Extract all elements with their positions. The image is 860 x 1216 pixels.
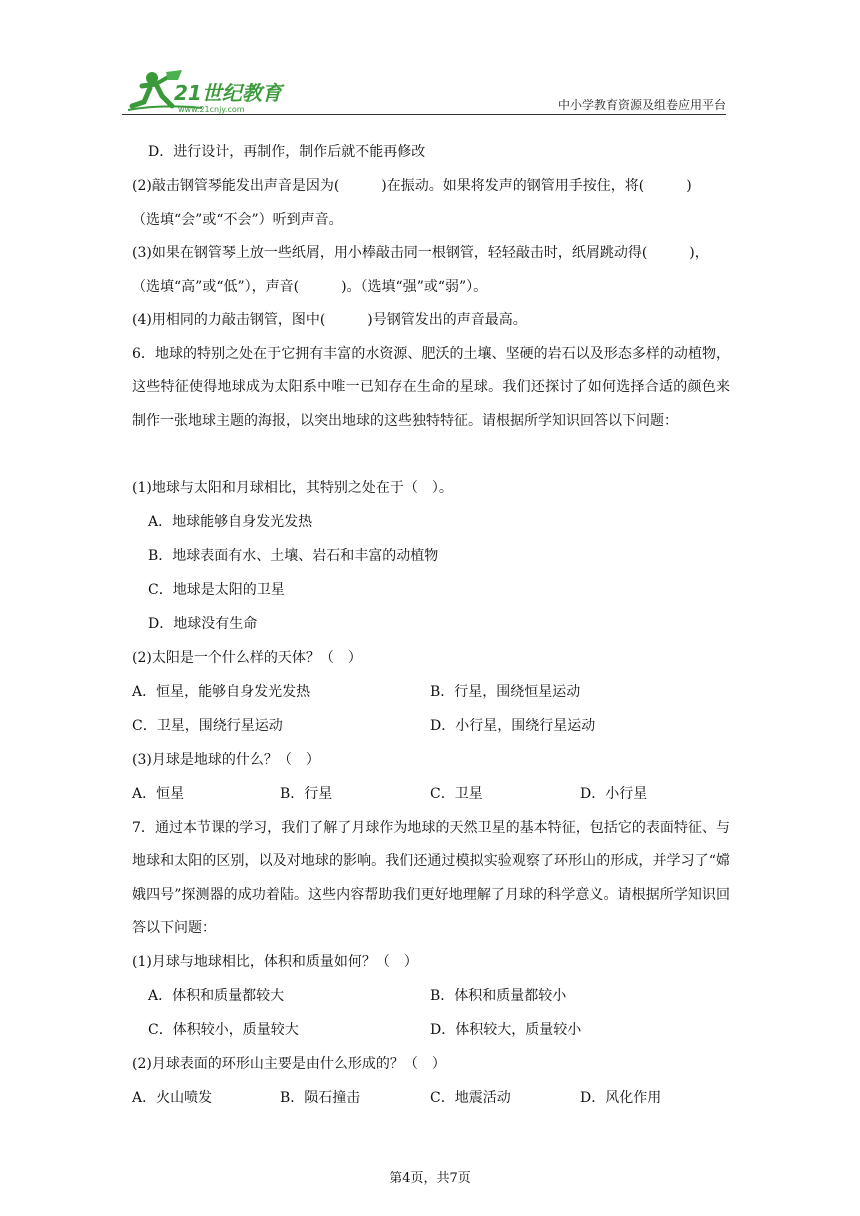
platform-name: 中小学教育资源及组卷应用平台 — [557, 98, 726, 112]
q6-sub1-option-b: B．地球表面有水、土壤、岩石和丰富的动植物 — [148, 548, 439, 564]
q5-sub3-line1: (3)如果在钢管琴上放一些纸屑，用小棒敲击同一根钢管，轻轻敲击时，纸屑跳动得( )， — [132, 245, 709, 261]
q6-sub2-option-a: A．恒星，能够自身发光发热 — [132, 684, 311, 700]
svg-text:21世纪教育: 21世纪教育 — [174, 81, 282, 105]
page-number: 第4页，共7页 — [389, 1171, 471, 1186]
q5-option-d: D．进行设计，再制作，制作后就不能再修改 — [148, 144, 426, 160]
svg-text:www.21cnjy.com: www.21cnjy.com — [178, 105, 245, 114]
q7-sub1: (1)月球与地球相比，体积和质量如何？（ ） — [132, 954, 418, 970]
q7-sub1-option-c: C．体积较小，质量较大 — [148, 1022, 299, 1038]
q7-sub2-option-d: D．风化作用 — [580, 1090, 662, 1106]
q6-sub3-option-d: D．小行星 — [580, 786, 648, 802]
q7-sub1-option-b: B．体积和质量都较小 — [430, 988, 567, 1004]
q7-sub2-option-a: A．火山喷发 — [132, 1090, 213, 1106]
q6-sub3: (3)月球是地球的什么？（ ） — [132, 752, 320, 768]
q6-sub2: (2)太阳是一个什么样的天体？（ ） — [132, 650, 362, 666]
q6-sub2-option-d: D．小行星，围绕行星运动 — [430, 718, 596, 734]
q6-sub1-option-c: C．地球是太阳的卫星 — [148, 582, 285, 598]
q7-sub2-option-c: C．地震活动 — [430, 1090, 511, 1106]
q6-sub2-option-b: B．行星，围绕恒星运动 — [430, 684, 581, 700]
q7-sub1-option-a: A．体积和质量都较大 — [148, 988, 285, 1004]
q6-stem: 6．地球的特别之处在于它拥有丰富的水资源、肥沃的土壤、坚硬的岩石以及形态多样的动植物，这些特征使得地球成为太阳系中唯一已知存在生命的星球。我们还探讨了如何选择合适的颜色来制作一张地球主题的海报，以突出地球的这些独特特征。请根据所学知识回答以下问题： — [132, 346, 730, 429]
q7-sub2: (2)月球表面的环形山主要是由什么形成的？（ ） — [132, 1056, 446, 1072]
page-header — [122, 66, 726, 116]
q7-sub1-option-d: D．体积较大，质量较小 — [430, 1022, 582, 1038]
q5-sub4: (4)用相同的力敲击钢管，图中( )号钢管发出的声音最高。 — [132, 312, 527, 328]
q6-sub1-option-a: A．地球能够自身发光发热 — [148, 514, 313, 530]
q6-sub3-option-c: C．卫星 — [430, 786, 483, 802]
q5-sub2-line1: (2)敲击钢管琴能发出声音是因为( )在振动。如果将发声的钢管用手按住，将( ) — [132, 178, 692, 194]
header-divider — [122, 114, 726, 115]
q6-sub3-option-a: A．恒星 — [132, 786, 185, 802]
q6-sub3-option-b: B．行星 — [280, 786, 333, 802]
q6-sub2-option-c: C．卫星，围绕行星运动 — [132, 718, 283, 734]
logo-21cnjy — [122, 66, 322, 114]
q6-sub1: (1)地球与太阳和月球相比，其特别之处在于（ ）。 — [132, 480, 453, 496]
q7-stem: 7．通过本节课的学习，我们了解了月球作为地球的天然卫星的基本特征，包括它的表面特征、与地球和太阳的区别，以及对地球的影响。我们还通过模拟实验观察了环形山的形成，并学习了“嫦娥四号”探测器的成功着陆。这些内容帮助我们更好地理解了月球的科学意义。请根据所学知识回答以下问题： — [132, 820, 730, 937]
q6-sub1-option-d: D．地球没有生命 — [148, 616, 258, 632]
q5-sub2-line2: （选填“会”或“不会”）听到声音。 — [132, 212, 343, 228]
q5-sub3-line2: （选填“高”或“低”），声音( )。（选填“强”或“弱”）。 — [132, 279, 488, 295]
q7-sub2-option-b: B．陨石撞击 — [280, 1090, 361, 1106]
